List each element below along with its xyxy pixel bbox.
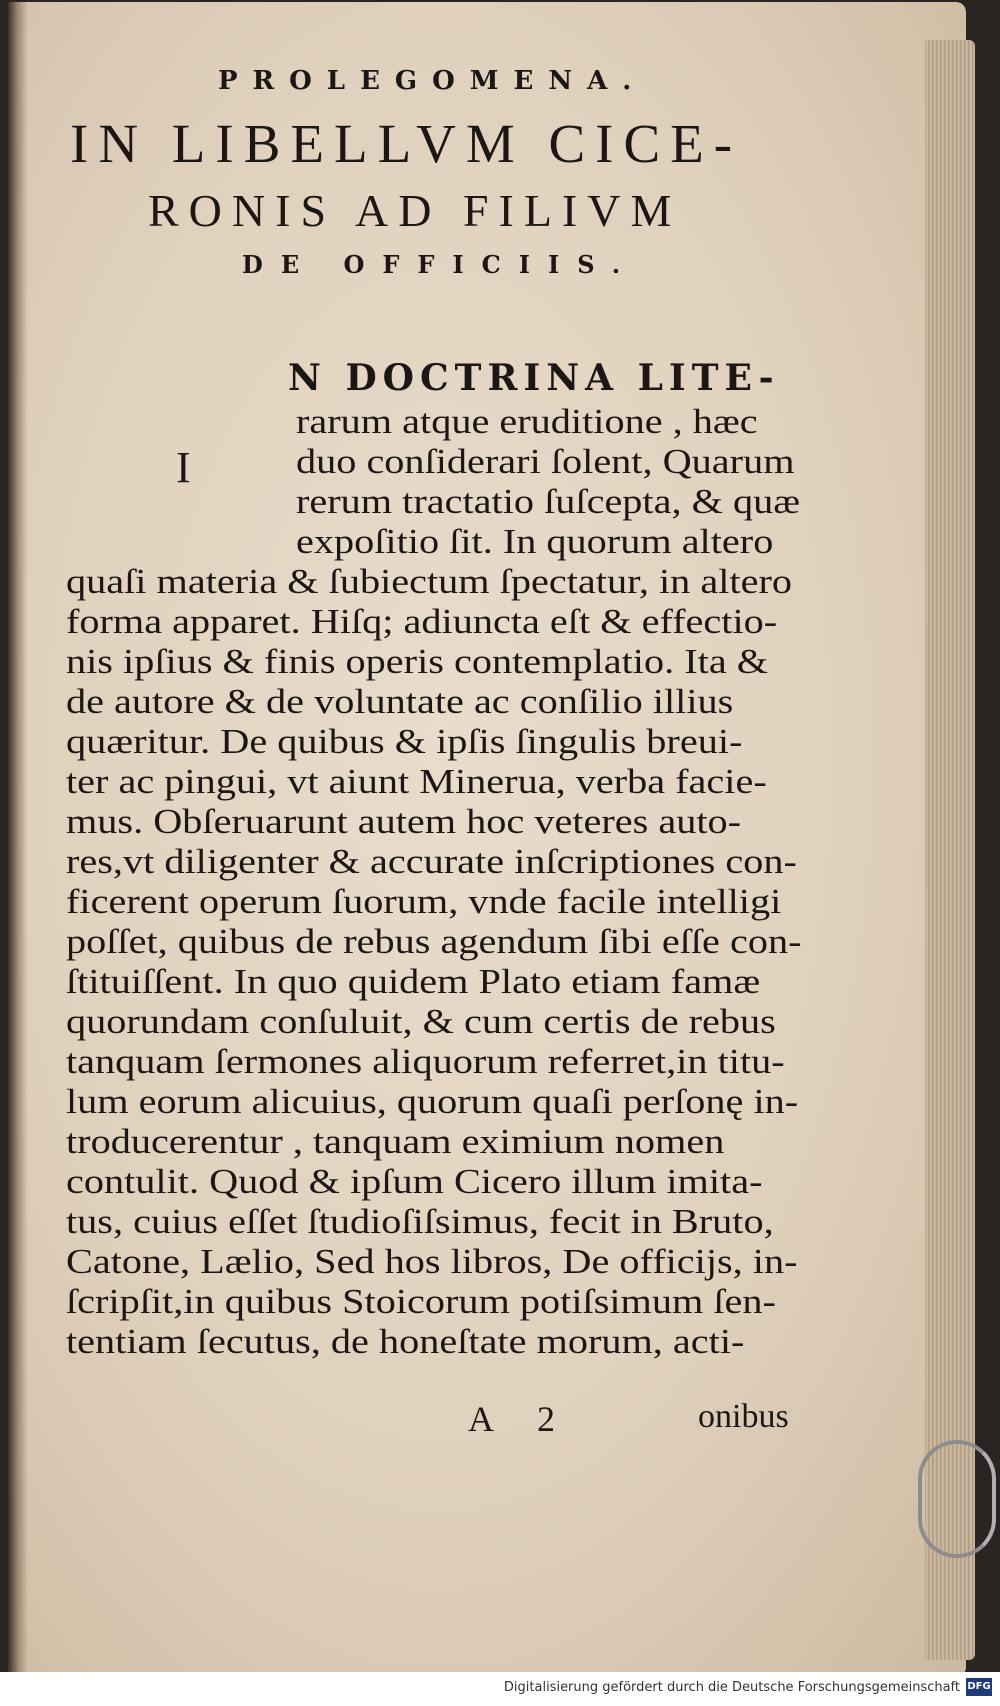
body-line: quæritur. De quibus & ipſis ſingulis breui- <box>66 722 743 761</box>
dfg-logo: DFG <box>966 1678 992 1696</box>
body-line: quorundam conſuluit, & cum certis de rebus <box>66 1002 776 1041</box>
body-line: tentiam ſecutus, de honeſtate morum, acti- <box>66 1322 745 1361</box>
body-first-line: N DOCTRINA LITE- <box>288 357 780 399</box>
footer-credit: Digitalisierung gefördert durch die Deutsche Forschungsgemeinschaft <box>503 1680 960 1695</box>
body-line: ſtituiſſent. In quo quidem Plato etiam famæ <box>66 962 761 1001</box>
body-line: Catone, Lælio, Sed hos libros, De officijs, in- <box>66 1242 798 1281</box>
book-page <box>8 2 966 1674</box>
body-line: nis ipſius & finis operis contemplatio. Ita & <box>66 642 769 681</box>
body-line: forma apparet. Hiſq; adiuncta eſt & effectio- <box>66 602 778 641</box>
body-line: contulit. Quod & ipſum Cicero illum imita- <box>66 1162 763 1201</box>
body-line: res,vt diligenter & accurate inſcriptiones con- <box>66 842 797 881</box>
clip-ring <box>918 1440 996 1558</box>
body-line: ſcripſit,in quibus Stoicorum potiſsimum ſen- <box>66 1282 776 1321</box>
body-line: quaſi materia & ſubiectum ſpectatur, in altero <box>66 562 792 601</box>
title-line-2: RONIS AD FILIVM <box>148 185 682 236</box>
spine-shadow <box>8 2 28 1674</box>
body-line: rarum atque eruditione , hæc <box>296 402 758 441</box>
body-line: tus, cuius eſſet ſtudioſiſsimus, fecit in Bruto, <box>66 1202 774 1241</box>
title-line-1: IN LIBELLVM CICE- <box>70 113 743 174</box>
body-line: poſſet, quibus de rebus agendum ſibi eſſe con- <box>66 922 802 961</box>
body-line: duo conſiderari ſolent, Quarum <box>296 442 795 481</box>
body-line: tanquam ſermones aliquorum referret,in titu- <box>66 1042 785 1081</box>
running-head: PROLEGOMENA. <box>218 66 647 96</box>
body-line: ficerent operum ſuorum, vnde facile intelligi <box>66 882 782 921</box>
signature-mark: A 2 <box>468 1399 574 1439</box>
body-line: mus. Obſeruarunt autem hoc veteres auto- <box>66 802 742 841</box>
page-edges <box>925 40 975 1660</box>
body-line: troducerentur , tanquam eximium nomen <box>66 1122 725 1161</box>
drop-cap: I <box>176 443 191 492</box>
catchword: onibus <box>698 1398 789 1435</box>
title-line-3: DE OFFICIIS. <box>242 250 639 279</box>
body-line: de autore & de voluntate ac conſilio illius <box>66 682 734 721</box>
body-line: rerum tractatio ſuſcepta, & quæ <box>296 482 801 521</box>
body-line: ter ac pingui, vt aiunt Minerua, verba facie- <box>66 762 767 801</box>
body-line: expoſitio ſit. In quorum altero <box>296 522 774 561</box>
body-line: lum eorum alicuius, quorum quaſi perſonę in- <box>66 1082 799 1121</box>
